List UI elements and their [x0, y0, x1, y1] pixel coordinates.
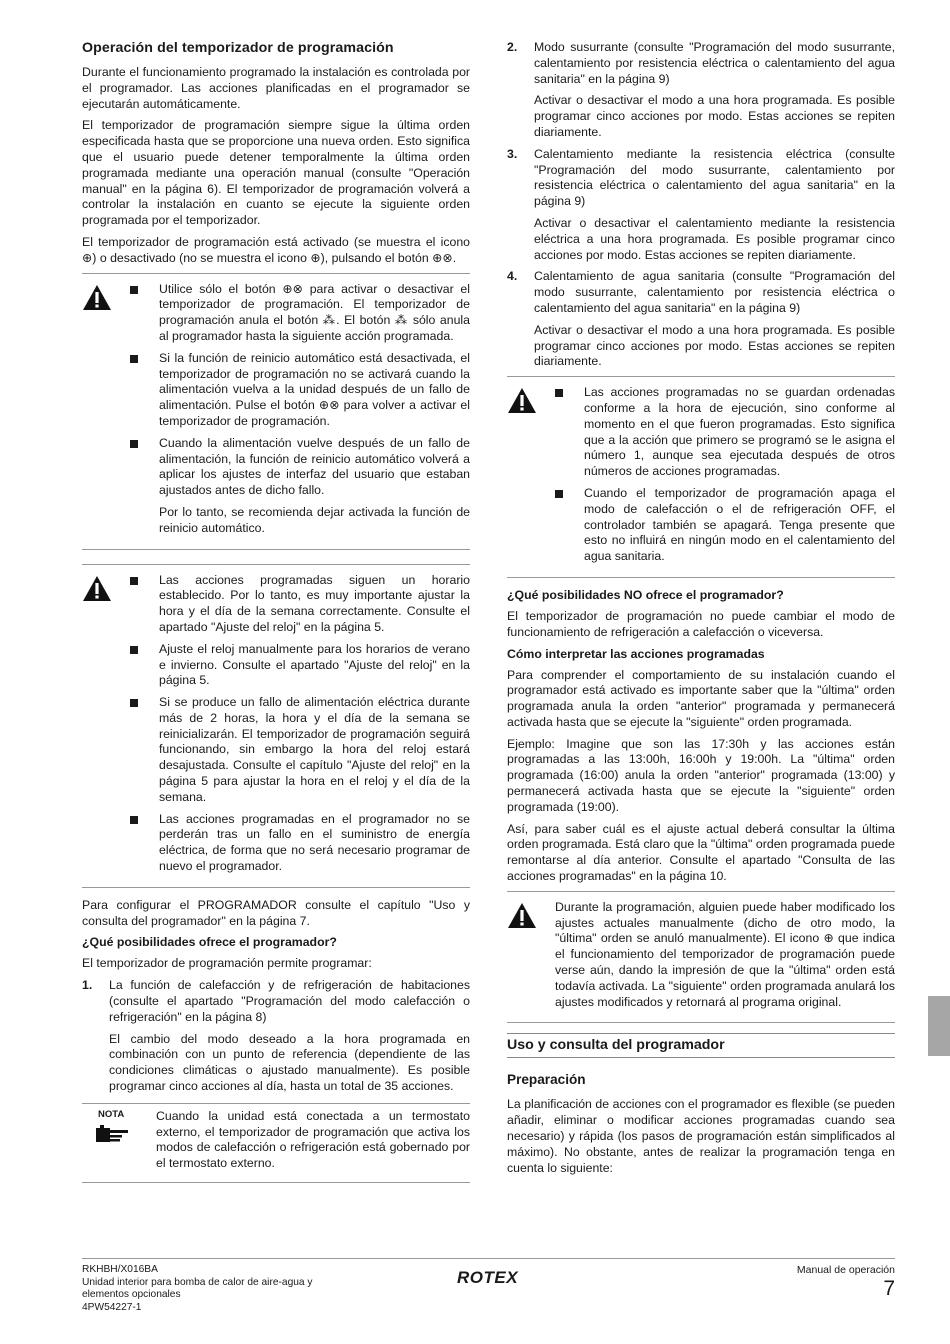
bullet-text: Las acciones programadas no se guardan ordenadas conforme a la hora de ejecución, sino conforme al momento en el que fueron programadas. Esto significa que a la acción que primero se programó se le asigna el número 1, aunque sea ejecutada después de otros números de acciones programadas.	[584, 385, 895, 479]
bullet-square	[130, 440, 138, 448]
right-column	[507, 40, 895, 1182]
bullet-square	[130, 286, 138, 294]
subsection-title: Preparación	[507, 1072, 586, 1088]
left-column	[82, 40, 470, 1193]
model-code: RKHBH/X016BA	[82, 1264, 158, 1275]
section-title: Uso y consulta del programador	[507, 1037, 725, 1054]
footer-info	[82, 1264, 313, 1314]
manual-title: Manual de operación	[796, 1264, 895, 1276]
note-label: NOTA	[98, 1108, 125, 1120]
paragraph: La planificación de acciones con el programador es flexible (se pueden añadir, eliminar o modificar acciones programadas cuando sea necesario) y rápida (los pasos de programación están simplificados al máximo). No obstante, antes de realizar la programación tenga en cuenta lo siguiente:	[507, 1097, 895, 1175]
bullet-text: Utilice sólo el botón ⊕⊗ para activar o desactivar el temporizador de programación. El temporizador de programación anula el botón ⁂. El botón ⁂ sólo anula al programador hasta la siguiente acción programada.	[159, 281, 470, 343]
item-number: 4.	[507, 269, 518, 284]
item-number: 3.	[507, 146, 518, 161]
item-subtext: El cambio del modo deseado a la hora programada en combinación con un punto de referencia (dependiente de las condiciones climáticas o ajustado manualmente). Es posible programar cinco acciones al día, hasta un total de 35 acciones.	[109, 1031, 470, 1094]
item-text: Calentamiento de agua sanitaria (consulte "Programación del modo susurrante, calentamiento por resistencia eléctrica o calentamiento del agua sanitaria" en la página 9)	[534, 269, 895, 315]
page-footer	[82, 1258, 895, 1319]
paragraph: Para comprender el comportamiento de su instalación cuando el programador está activado es importante saber que la "última" orden programada anula la orden "anterior" programada y permanecerá activada hasta que se ejecute la "siguiente" orden programada.	[507, 667, 895, 729]
item-text: Modo susurrante (consulte "Programación del modo susurrante, calentamiento por resistencia eléctrica o calentamiento del agua sanitaria" en la página 9)	[534, 40, 895, 86]
doc-ref: 4PW54227-1	[82, 1301, 142, 1313]
item-subtext: Activar o desactivar el modo a una hora programada. Es posible programar cinco acciones por modo. Estas acciones se repiten diariamente.	[534, 322, 895, 369]
numbered-item	[507, 147, 895, 216]
numbered-item	[507, 40, 895, 93]
item-number: 2.	[507, 40, 518, 54]
question-heading: ¿Qué posibilidades ofrece el programador?	[82, 935, 337, 950]
warning-box	[82, 273, 470, 550]
section-heading: Operación del temporizador de programación	[82, 40, 394, 56]
bullet-text: Ajuste el reloj manualmente para los horarios de verano e invierno. Consulte el apartado "Ajuste del reloj" en la página 5.	[159, 641, 470, 688]
item-subtext: Activar o desactivar el modo a una hora programada. Es posible programar cinco acciones por modo. Estas acciones se repiten diariamente.	[534, 93, 895, 139]
paragraph: El temporizador de programación no puede cambiar el modo de funcionamiento de refrigeración a calefacción o viceversa.	[507, 608, 895, 639]
bullet-square	[130, 646, 138, 654]
item-text: Calentamiento mediante la resistencia eléctrica (consulte "Programación del modo susurrante, calentamiento por resistencia eléctrica o calentamiento del agua sanitaria" en la página 9)	[534, 146, 895, 209]
item-subtext: Activar o desactivar el calentamiento mediante la resistencia eléctrica a una hora programada. Es posible programar cinco acciones por modo. Estas acciones se repiten diariamente.	[534, 215, 895, 262]
bullet-subtext: Por lo tanto, se recomienda dejar activada la función de reinicio automático.	[159, 504, 470, 535]
bullet-square	[130, 577, 138, 585]
bullet-text: Cuando la alimentación vuelve después de un fallo de alimentación, la función de reinicio automático volverá a aplicar los ajustes de interfaz del usuario que estaban ajustados antes de dicho fallo.	[159, 435, 470, 498]
paragraph: Así, para saber cuál es el ajuste actual deberá consultar la última orden programada. Está claro que la "última" orden programada puede remontarse al día anterior. Consulte el apartado "Consulta de las acciones programadas" en la página 10.	[507, 821, 895, 884]
bullet-square	[130, 816, 138, 824]
bullet-square	[130, 355, 138, 363]
bullet-text: Las acciones programadas siguen un horario establecido. Por lo tanto, es muy importante ajustar la hora y el día de la semana correctamente. Consulte el apartado "Ajuste del reloj" en la página 5.	[159, 572, 470, 634]
bullet-text: Cuando el temporizador de programación apaga el modo de calefacción o el de refrigeración OFF, el controlador también se apagará. Tenga presente que esto no influirá en ningún modo en el calentamiento del agua sanitaria.	[584, 485, 895, 564]
warning-icon	[82, 573, 130, 881]
subheading: Cómo interpretar las acciones programadas	[507, 646, 765, 661]
paragraph: Para configurar el PROGRAMADOR consulte el capítulo "Uso y consulta del programador" en la página 7.	[82, 897, 470, 928]
paragraph: Durante el funcionamiento programado la instalación es controlada por el programador. Las acciones planificadas en el programador se ejecutarán automáticamente.	[82, 65, 470, 111]
bullet-text: Las acciones programadas en el programador no se perderán tras un fallo en el suministro de energía eléctrica, de forma que no será necesario programar de nuevo el programador.	[159, 811, 470, 874]
paragraph: Ejemplo: Imagine que son las 17:30h y las acciones están programadas a las 13:00h, 16:00h y 19:00h. La "última" orden programada (16:00) anula la orden "anterior" programada (13:00) y permanecerá activada hasta que se ejecute la "siguiente" orden programada (19:00).	[507, 736, 895, 814]
bullet-text: Si se produce un fallo de alimentación eléctrica durante más de 2 horas, la hora y el día de la semana se reinicializarán. El temporizador de programación seguirá funcionando, sin embargo la hora del reloj estará desajustada. Consulte el capítulo "Ajuste del reloj" en la página 5 para ajustar la hora en el reloj y el día de la semana.	[159, 695, 470, 804]
side-tab	[928, 996, 950, 1056]
bullet-square	[555, 389, 563, 397]
warning-icon	[507, 900, 555, 1017]
warning-text: Durante la programación, alguien puede haber modificado los ajustes actuales manualmente (dicho de otro modo, la "última" orden se anuló manualmente). El icono ⊕ que indica el funcionamiento del temporizador de programación puede verse aún, dando la impresión de que la "última" orden está todavía activada. La "siguiente" orden programada anulará los ajustes modificados y retornará al programa original.	[555, 899, 895, 1009]
product-desc: elementos opcionales	[82, 1289, 181, 1301]
warning-box	[507, 376, 895, 578]
warning-box	[82, 564, 470, 888]
page-number: 7	[883, 1277, 895, 1300]
question-heading: ¿Qué posibilidades NO ofrece el programador?	[507, 587, 784, 602]
bullet-square	[555, 490, 563, 498]
brand-logo: ROTEX	[457, 1268, 519, 1287]
warning-icon	[507, 385, 555, 571]
note-box	[82, 1103, 470, 1183]
numbered-item	[507, 269, 895, 322]
note-icon	[82, 1109, 156, 1178]
paragraph: El temporizador de programación permite programar:	[82, 956, 372, 971]
section-bar	[507, 1033, 895, 1058]
bullet-text: Si la función de reinicio automático está desactivada, el temporizador de programación no se activará cuando la alimentación vuelva a la unidad después de un fallo de alimentación. Pulse el botón ⊕⊗ para volver a activar el temporizador de programación.	[159, 350, 470, 428]
bullet-square	[130, 699, 138, 707]
product-desc: Unidad interior para bomba de calor de aire-agua y	[82, 1276, 313, 1288]
item-text: La función de calefacción y de refrigeración de habitaciones (consulte el apartado "Programación del modo calefacción o refrigeración" en la página 8)	[109, 978, 470, 1024]
warning-icon	[82, 282, 130, 543]
item-number: 1.	[82, 978, 93, 993]
note-text: Cuando la unidad está conectada a un termostato externo, el temporizador de programación que activa los modos de calefacción o refrigeración está gobernado por el termostato externo.	[156, 1108, 470, 1171]
paragraph: El temporizador de programación está activado (se muestra el icono ⊕) o desactivado (no se muestra el icono ⊕), pulsando el botón ⊕⊗.	[82, 234, 470, 265]
numbered-item	[82, 978, 470, 1031]
warning-box	[507, 891, 895, 1024]
paragraph: El temporizador de programación siempre sigue la última orden especificada hasta que se proporcione una nueva orden. Esto significa que el usuario puede detener temporalmente la última orden programada mediante una operación manual (consulte "Operación manual" en la página 6). El temporizador de programación volverá a controlar la instalación en cuanto se ejecute la siguiente orden programada por el temporizador.	[82, 118, 470, 228]
